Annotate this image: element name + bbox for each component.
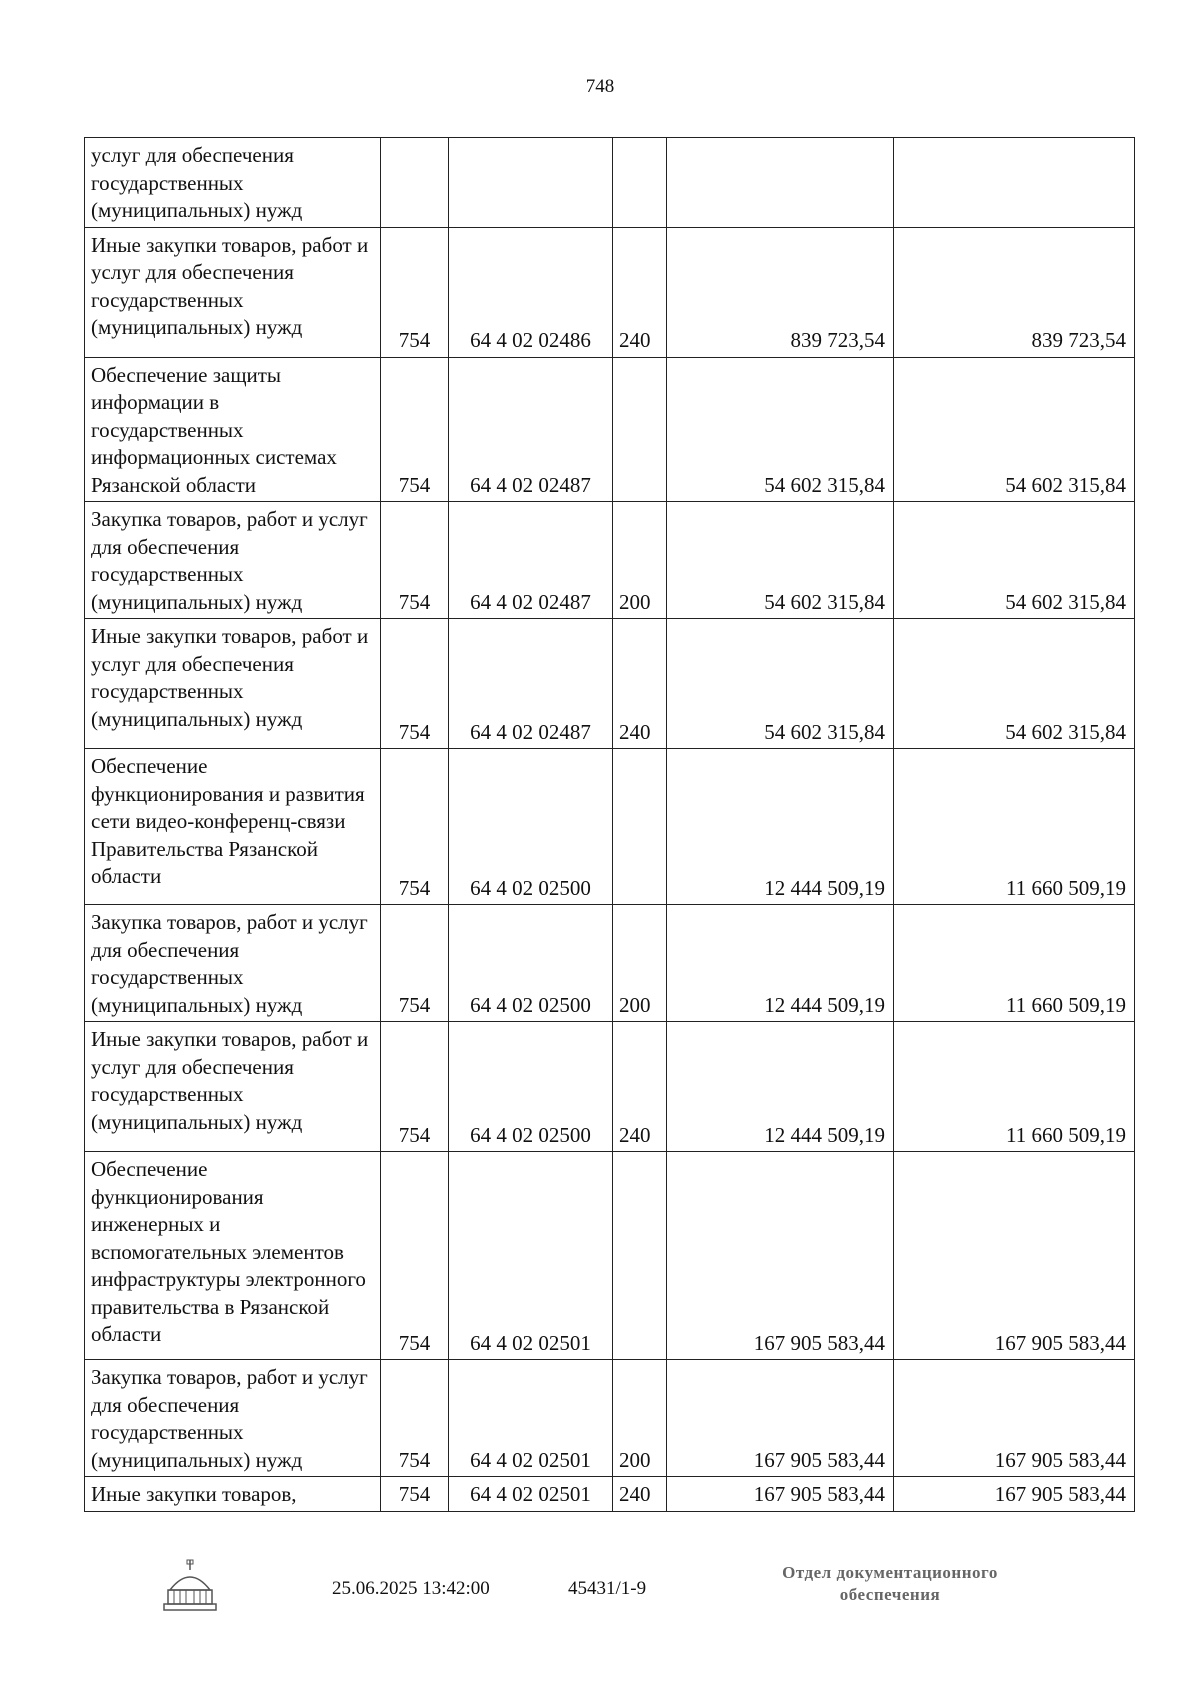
row-vr-cell: 240 [613,1477,667,1512]
row-name-cell: Иные закупки товаров, работ и услуг для обеспечения государственных (муниципальных) нужд [85,619,381,749]
stamp-line-1: Отдел документационного [782,1563,998,1582]
table-row [85,749,1135,905]
row-sum-2026-cell: 167 905 583,44 [894,1152,1135,1360]
row-csr-cell: 64 4 02 02500 [449,749,613,905]
row-sum-2025-cell: 54 602 315,84 [667,502,894,619]
row-vr-cell [613,138,667,228]
row-sum-2025-cell: 167 905 583,44 [667,1152,894,1360]
duma-emblem-icon [160,1558,220,1614]
row-sum-2025-cell: 167 905 583,44 [667,1477,894,1512]
row-name-cell: Иные закупки товаров, работ и услуг для обеспечения государственных (муниципальных) нужд [85,227,381,357]
table-row [85,1152,1135,1360]
row-vr-cell: 200 [613,1360,667,1477]
row-vr-cell: 240 [613,619,667,749]
row-sum-2025-cell: 12 444 509,19 [667,749,894,905]
row-vr-cell [613,749,667,905]
row-gr-cell: 754 [381,905,449,1022]
row-gr-cell: 754 [381,502,449,619]
row-sum-2025-cell: 12 444 509,19 [667,1022,894,1152]
row-name-cell: услуг для обеспечения государственных (муниципальных) нужд [85,138,381,228]
row-sum-2026-cell: 11 660 509,19 [894,1022,1135,1152]
row-vr-cell: 240 [613,1022,667,1152]
row-gr-cell: 754 [381,1477,449,1512]
row-sum-2026-cell: 11 660 509,19 [894,905,1135,1022]
table-row [85,619,1135,749]
footer-datetime: 25.06.2025 13:42:00 [332,1578,490,1599]
row-name-cell: Обеспечение защиты информации в государственных информационных системах Рязанской области [85,357,381,502]
row-sum-2026-cell: 167 905 583,44 [894,1477,1135,1512]
row-name-cell: Закупка товаров, работ и услуг для обеспечения государственных (муниципальных) нужд [85,1360,381,1477]
row-name-cell: Иные закупки товаров, [85,1477,381,1512]
row-gr-cell: 754 [381,1360,449,1477]
row-vr-cell [613,1152,667,1360]
row-gr-cell: 754 [381,357,449,502]
row-name-cell: Закупка товаров, работ и услуг для обеспечения государственных (муниципальных) нужд [85,502,381,619]
row-csr-cell: 64 4 02 02500 [449,905,613,1022]
row-sum-2025-cell: 54 602 315,84 [667,619,894,749]
row-csr-cell [449,138,613,228]
row-sum-2026-cell: 54 602 315,84 [894,357,1135,502]
row-name-cell: Закупка товаров, работ и услуг для обеспечения государственных (муниципальных) нужд [85,905,381,1022]
row-csr-cell: 64 4 02 02500 [449,1022,613,1152]
row-name-cell: Иные закупки товаров, работ и услуг для обеспечения государственных (муниципальных) нужд [85,1022,381,1152]
page-number: 748 [585,76,615,97]
table-row [85,1360,1135,1477]
row-vr-cell: 200 [613,905,667,1022]
table-row [85,138,1135,228]
row-gr-cell: 754 [381,619,449,749]
row-sum-2026-cell: 54 602 315,84 [894,619,1135,749]
table-row [85,502,1135,619]
row-sum-2026-cell: 839 723,54 [894,227,1135,357]
row-csr-cell: 64 4 02 02486 [449,227,613,357]
table-row [85,1477,1135,1512]
row-csr-cell: 64 4 02 02501 [449,1360,613,1477]
row-sum-2026-cell [894,138,1135,228]
row-gr-cell: 754 [381,749,449,905]
row-sum-2025-cell [667,138,894,228]
row-csr-cell: 64 4 02 02487 [449,619,613,749]
row-csr-cell: 64 4 02 02487 [449,357,613,502]
row-vr-cell: 240 [613,227,667,357]
row-sum-2025-cell: 54 602 315,84 [667,357,894,502]
row-sum-2026-cell: 54 602 315,84 [894,502,1135,619]
row-csr-cell: 64 4 02 02501 [449,1477,613,1512]
footer-reg-number: 45431/1-9 [568,1578,647,1599]
budget-table [84,137,1135,1512]
row-csr-cell: 64 4 02 02501 [449,1152,613,1360]
department-stamp [740,1562,1040,1606]
row-name-cell: Обеспечение функционирования и развития сети видео-конференц-связи Правительства Рязанской области [85,749,381,905]
row-gr-cell: 754 [381,1152,449,1360]
row-gr-cell [381,138,449,228]
table-row [85,1022,1135,1152]
stamp-line-2: обеспечения [839,1585,941,1604]
row-sum-2025-cell: 167 905 583,44 [667,1360,894,1477]
row-sum-2026-cell: 167 905 583,44 [894,1360,1135,1477]
row-vr-cell: 200 [613,502,667,619]
row-sum-2025-cell: 12 444 509,19 [667,905,894,1022]
row-sum-2025-cell: 839 723,54 [667,227,894,357]
row-sum-2026-cell: 11 660 509,19 [894,749,1135,905]
row-csr-cell: 64 4 02 02487 [449,502,613,619]
row-name-cell: Обеспечение функционирования инженерных и вспомогательных элементов инфраструктуры электронного правительства в Рязанской области [85,1152,381,1360]
table-row [85,905,1135,1022]
table-row [85,357,1135,502]
row-gr-cell: 754 [381,1022,449,1152]
row-gr-cell: 754 [381,227,449,357]
row-vr-cell [613,357,667,502]
table-row [85,227,1135,357]
